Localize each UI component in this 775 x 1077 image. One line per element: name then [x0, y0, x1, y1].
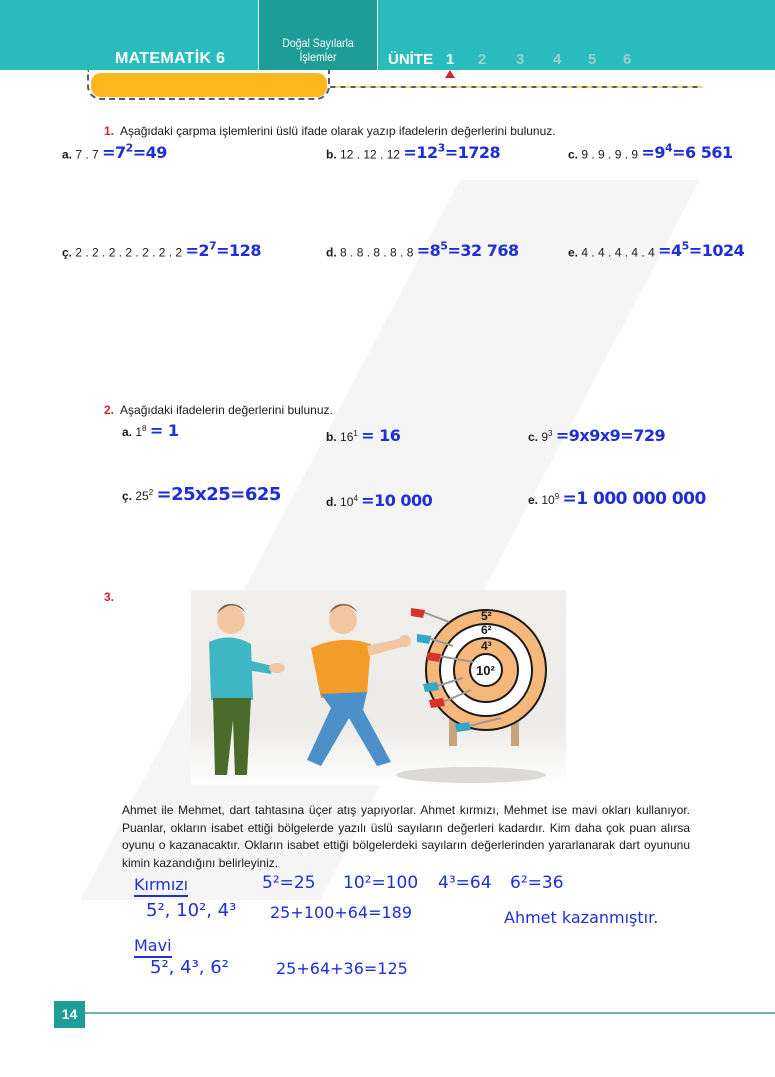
value-4-cubed: 4³=64	[438, 873, 492, 893]
item-label: ç.	[62, 245, 73, 260]
answer-base: =2	[185, 241, 209, 261]
q2-item-e	[528, 489, 706, 509]
item-exponent: 2	[148, 488, 154, 497]
item-base: 16	[340, 430, 354, 444]
answer-exponent: 3	[437, 142, 445, 155]
q1-item-d	[326, 240, 519, 260]
value-5-squared: 5²=25	[262, 873, 316, 893]
handwritten-answer	[641, 143, 732, 162]
answer-base: =8	[416, 241, 441, 261]
item-label: a.	[122, 425, 133, 439]
item-exponent: 8	[142, 424, 147, 433]
q2-item-a	[122, 421, 178, 440]
blue-label-text: Mavi	[134, 936, 172, 958]
question-3-prompt	[104, 590, 114, 604]
unit-2: 2	[478, 51, 487, 68]
q1-item-a	[62, 142, 167, 162]
q2-item-c	[528, 426, 665, 445]
blue-list: 5², 4³, 6²	[150, 957, 229, 978]
item-expression: 7 . 7	[75, 147, 99, 162]
item-label: b.	[326, 430, 337, 444]
question-2-prompt	[104, 403, 333, 417]
item-label: e.	[568, 245, 579, 260]
q1-item-b	[326, 142, 500, 162]
handwritten-answer: =9x9x9=729	[555, 426, 666, 445]
item-label: c.	[528, 430, 539, 444]
item-label: c.	[568, 147, 579, 162]
conclusion: Ahmet kazanmıştır.	[504, 908, 659, 927]
item-label: e.	[528, 493, 539, 507]
item-base: 9	[541, 430, 549, 444]
svg-text:6²: 6²	[481, 623, 492, 637]
svg-text:4³: 4³	[481, 639, 492, 653]
item-exponent: 4	[353, 494, 358, 503]
question-1-text: Aşağıdaki çarpma işlemlerini üslü ifade olarak yazıp ifadelerin değerlerini bulunuz.	[120, 124, 556, 138]
answer-base: =9	[641, 143, 665, 163]
unit-4: 4	[553, 51, 562, 68]
answer-base: =12	[403, 143, 438, 163]
boys-and-dartboard-icon	[191, 590, 566, 785]
answer-value: =1728	[444, 143, 501, 163]
q1-item-c-cedilla	[62, 240, 261, 260]
handwritten-answer	[102, 143, 167, 162]
answer-value: =32 768	[447, 241, 519, 261]
answer-base: =7	[102, 143, 126, 163]
blue-sum: 25+64+36=125	[276, 959, 408, 978]
handwritten-answer	[403, 143, 500, 162]
dart-game-illustration	[191, 590, 566, 785]
item-expression: 4 . 4 . 4 . 4 . 4	[581, 245, 655, 260]
chapter-title	[266, 36, 370, 64]
question-1-number: 1.	[104, 124, 115, 138]
red-label-text: Kırmızı	[134, 875, 188, 897]
handwritten-answer: = 1	[149, 421, 179, 440]
value-6-squared: 6²=36	[510, 873, 564, 893]
unit-5: 5	[588, 51, 597, 68]
question-3-number: 3.	[104, 590, 115, 604]
item-label: a.	[62, 147, 73, 162]
item-exponent: 3	[548, 429, 553, 438]
answer-base: =4	[658, 241, 682, 261]
q1-item-c	[568, 142, 733, 162]
question-2-number: 2.	[104, 403, 115, 417]
answer-exponent: 5	[681, 240, 689, 253]
q2-item-b	[326, 426, 400, 445]
item-exponent: 1	[353, 429, 358, 438]
dashed-divider-accent	[335, 86, 703, 88]
question-2-text: Aşağıdaki ifadelerin değerlerini bulunuz.	[120, 403, 333, 417]
answer-value: =49	[132, 143, 167, 163]
item-base: 25	[135, 489, 149, 503]
subject-title: MATEMATİK 6	[115, 50, 226, 67]
q1-item-e	[568, 240, 744, 260]
orange-bar	[91, 73, 327, 97]
svg-text:5²: 5²	[481, 609, 492, 623]
answer-exponent: 7	[208, 240, 217, 253]
question-3-story: Ahmet ile Mehmet, dart tahtasına üçer atış yapıyorlar. Ahmet kırmızı, Mehmet ise mavi okları kullanıyor. Puanlar, okların isabet ettiği bölgelerde yazılı üslü sayıların değerleri kadardır. Kim daha çok puan alırsa oyunu o kazanacaktır. Okların isabet ettiği bölgelerdeki sayıların değerlerinden yararlanarak dart oyununu kimin kazandığını belirleyiniz.	[122, 803, 690, 870]
footer-divider	[85, 1012, 775, 1014]
item-base: 1	[135, 425, 143, 439]
answer-value: =128	[216, 241, 261, 261]
item-expression: 8 . 8 . 8 . 8 . 8	[340, 245, 414, 260]
item-base: 10	[541, 493, 555, 507]
handwritten-answer: =25x25=625	[156, 484, 281, 505]
handwritten-answer: =10 000	[361, 491, 433, 510]
watermark-graphic	[80, 180, 700, 900]
item-expression: 2 . 2 . 2 . 2 . 2 . 2 . 2	[75, 245, 183, 260]
chapter-title-line2: İşlemler	[299, 50, 337, 64]
active-unit-marker-icon	[445, 70, 455, 78]
item-label: b.	[326, 147, 337, 162]
item-label: ç.	[122, 489, 133, 503]
handwritten-answer: =1 000 000 000	[562, 489, 706, 509]
chapter-box	[258, 0, 378, 70]
red-sum: 25+100+64=189	[270, 903, 413, 922]
answer-exponent: 4	[664, 142, 673, 155]
item-expression: 9 . 9 . 9 . 9	[581, 147, 639, 162]
handwritten-answer: = 16	[361, 426, 401, 445]
unit-3: 3	[516, 51, 525, 68]
page-number: 14	[54, 1001, 85, 1028]
red-label	[134, 875, 188, 894]
unit-1: 1	[446, 51, 455, 68]
item-label: d.	[326, 495, 337, 509]
answer-exponent: 5	[440, 240, 448, 253]
question-1-prompt	[104, 124, 556, 138]
item-exponent: 9	[554, 492, 560, 501]
svg-text:10²: 10²	[476, 663, 495, 678]
item-base: 10	[340, 495, 354, 509]
item-label: d.	[326, 245, 337, 260]
blue-label	[134, 936, 172, 955]
handwritten-answer	[417, 241, 519, 260]
handwritten-answer	[658, 241, 744, 260]
answer-value: =6 561	[672, 143, 733, 163]
item-expression: 12 . 12 . 12	[340, 147, 401, 162]
unit-label: ÜNİTE	[388, 51, 433, 68]
chapter-title-line1: Doğal Sayılarla	[282, 36, 354, 50]
page-header	[0, 0, 775, 70]
answer-value: =1024	[688, 241, 745, 261]
handwritten-answer	[185, 241, 261, 260]
unit-6: 6	[623, 51, 632, 68]
q2-item-c-cedilla	[122, 484, 281, 505]
red-list: 5², 10², 4³	[146, 900, 237, 921]
q2-item-d	[326, 491, 432, 510]
value-10-squared: 10²=100	[343, 873, 419, 893]
answer-exponent: 2	[125, 142, 133, 155]
